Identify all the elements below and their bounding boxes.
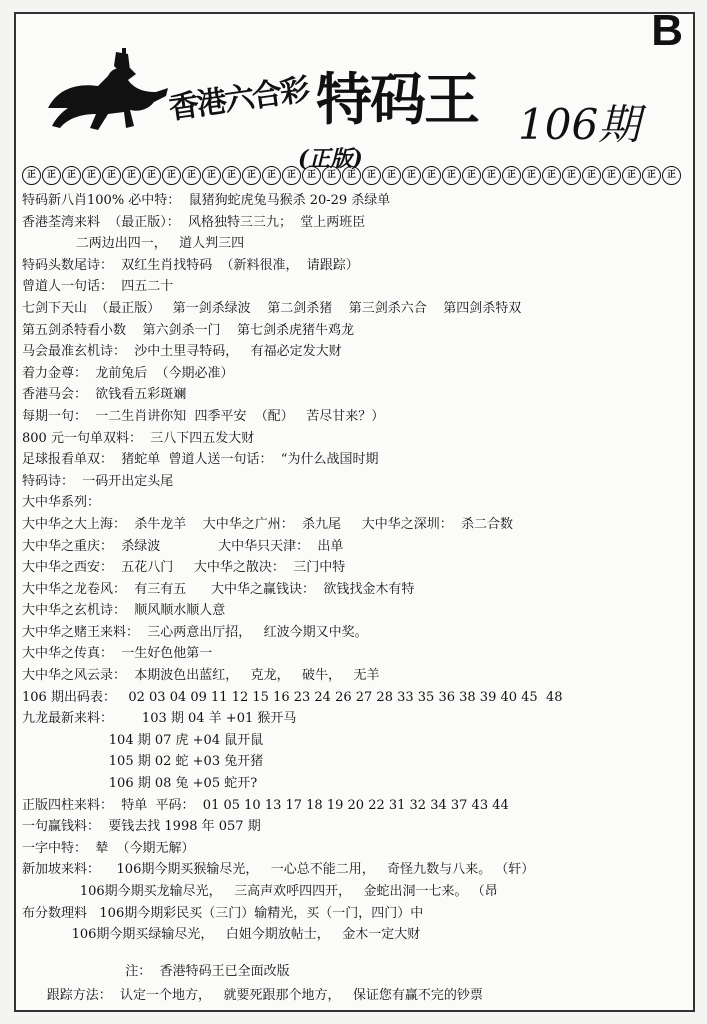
stamp-icon: 正 bbox=[102, 166, 121, 185]
stamp-icon: 正 bbox=[222, 166, 241, 185]
text-line: 106 期出码表： 02 03 04 09 11 12 15 16 23 24 26 27 28 33 35 36 38 39 40 45 48 bbox=[22, 689, 563, 705]
horse-rider-logo-icon bbox=[38, 48, 178, 138]
corner-letter: B bbox=[651, 6, 683, 55]
title-block bbox=[168, 56, 498, 136]
stamp-icon: 正 bbox=[422, 166, 441, 185]
stamp-icon: 正 bbox=[662, 166, 681, 185]
text-line: 特码头数尾诗： 双红生肖找特码 （新料很准， 请跟踪） bbox=[22, 257, 359, 273]
issue-number: 106期 bbox=[518, 100, 641, 149]
text-line: 大中华之龙卷风： 有三有五 大中华之赢钱诀： 欲钱找金木有特 bbox=[22, 581, 415, 597]
stamp-icon: 正 bbox=[202, 166, 221, 185]
text-line: 曾道人一句话： 四五二十 bbox=[22, 279, 174, 295]
title-small: 香港六合彩 bbox=[166, 72, 311, 127]
stamp-icon: 正 bbox=[322, 166, 341, 185]
text-line: 大中华之赌王来料： 三心两意出厅招， 红波今期又中奖。 bbox=[22, 624, 368, 640]
text-line: 第五剑杀特看小数 第六剑杀一门 第七剑杀虎猪牛鸡龙 bbox=[22, 322, 355, 338]
stamp-icon: 正 bbox=[442, 166, 461, 185]
stamp-icon: 正 bbox=[42, 166, 61, 185]
text-line: 大中华之大上海： 杀牛龙羊 大中华之广州： 杀九尾 大中华之深圳： 杀二合数 bbox=[22, 516, 513, 532]
stamp-icon: 正 bbox=[182, 166, 201, 185]
text-line: 着力金尊： 龙前兔后 （今期必准） bbox=[22, 365, 234, 381]
stamp-icon: 正 bbox=[282, 166, 301, 185]
text-line: 正版四柱来料： 特单 平码： 01 05 10 13 17 18 19 20 22 31 32 34 37 43 44 bbox=[22, 797, 509, 813]
stamp-icon: 正 bbox=[542, 166, 561, 185]
footer-note: 注： 香港特码王已全面改版 bbox=[22, 964, 290, 979]
title-big: 特码王 bbox=[316, 67, 478, 133]
text-line: 大中华之传真： 一生好色他第一 bbox=[22, 646, 213, 662]
stamp-icon: 正 bbox=[82, 166, 101, 185]
text-line: 大中华系列： bbox=[22, 495, 101, 511]
body-text bbox=[22, 190, 682, 946]
stamp-icon: 正 bbox=[522, 166, 541, 185]
text-line: 800 元一句单双料： 三八下四五发大财 bbox=[22, 430, 255, 446]
text-line: 106 期 08 兔 +05 蛇开? bbox=[22, 776, 258, 792]
stamp-icon: 正 bbox=[622, 166, 641, 185]
stamp-icon: 正 bbox=[142, 166, 161, 185]
text-line: 七剑下天山 （最正版） 第一剑杀绿波 第二剑杀猪 第三剑杀六合 第四剑杀特双 bbox=[22, 300, 522, 316]
text-line: 马会最准玄机诗： 沙中土里寻特码， 有福必定发大财 bbox=[22, 344, 342, 360]
stamp-icon: 正 bbox=[302, 166, 321, 185]
text-line: 足球报看单双： 猪蛇单 曾道人送一句话： “为什么战国时期 bbox=[22, 452, 379, 468]
stamp-icon: 正 bbox=[382, 166, 401, 185]
stamp-icon: 正 bbox=[642, 166, 661, 185]
text-line: 香港马会： 欲钱看五彩斑斓 bbox=[22, 387, 187, 403]
text-line: 104 期 07 虎 +04 鼠开鼠 bbox=[22, 732, 264, 748]
stamp-icon: 正 bbox=[242, 166, 261, 185]
text-line: 106期今期买龙输尽光， 三高声欢呼四四开， 金蛇出洞一七来。 （昂 bbox=[22, 884, 498, 899]
text-line: 香港荃湾来料 （最正版）： 风格独特三三九； 堂上两班臣 bbox=[22, 214, 366, 230]
stamp-icon: 正 bbox=[602, 166, 621, 185]
footer-tracking: 跟踪方法： 认定一个地方， 就要死跟那个地方， 保证您有赢不完的钞票 bbox=[22, 988, 483, 1003]
stamp-icon: 正 bbox=[62, 166, 81, 185]
stamp-icon: 正 bbox=[462, 166, 481, 185]
text-line: 106期今期买绿输尽光， 白姐今期放帖士， 金木一定大财 bbox=[22, 927, 421, 943]
text-line: 大中华之重庆： 杀绿波 大中华只天津： 出单 bbox=[22, 538, 344, 554]
edition-label: (正版) bbox=[298, 146, 363, 172]
text-line: 特码新八肖100% 必中特： 鼠猪狗蛇虎兔马猴杀 20-29 杀绿单 bbox=[22, 193, 391, 208]
stamp-icon: 正 bbox=[562, 166, 581, 185]
text-line: 105 期 02 蛇 +03 兔开猪 bbox=[22, 754, 264, 770]
text-line: 大中华之西安： 五花八门 大中华之散决： 三门中特 bbox=[22, 560, 346, 576]
text-line: 布分数理料 106期今期彩民买（三门）输精光，买（一门，四门）中 bbox=[22, 905, 424, 921]
text-line: 特码诗： 一码开出定头尾 bbox=[22, 473, 174, 489]
text-line: 一字中特： 辇 （今期无解） bbox=[22, 840, 195, 856]
text-line: 九龙最新来料： 103 期 04 羊 +01 猴开马 bbox=[22, 711, 297, 727]
text-line: 大中华之玄机诗： 顺风顺水顺人意 bbox=[22, 603, 226, 619]
stamp-row bbox=[22, 166, 682, 186]
stamp-icon: 正 bbox=[362, 166, 381, 185]
stamp-icon: 正 bbox=[402, 166, 421, 185]
text-line: 大中华之风云录： 本期波色出蓝红， 克龙， 破牛， 无羊 bbox=[22, 668, 380, 684]
stamp-icon: 正 bbox=[482, 166, 501, 185]
stamp-icon: 正 bbox=[122, 166, 141, 185]
stamp-icon: 正 bbox=[502, 166, 521, 185]
stamp-icon: 正 bbox=[262, 166, 281, 185]
stamp-icon: 正 bbox=[22, 166, 41, 185]
stamp-icon: 正 bbox=[342, 166, 361, 185]
text-line: 每期一句： 一二生肖讲你知 四季平安 （配） 苦尽甘来？） bbox=[22, 408, 385, 424]
stamp-icon: 正 bbox=[162, 166, 181, 185]
text-line: 二两边出四一， 道人判三四 bbox=[22, 236, 245, 252]
stamp-icon: 正 bbox=[582, 166, 601, 185]
footer bbox=[22, 962, 682, 1010]
text-line: 新加坡来料： 106期今期买猴输尽光， 一心总不能二用， 奇怪九数与八来。 （轩） bbox=[22, 862, 535, 878]
text-line: 一句赢钱料： 要钱去找 1998 年 057 期 bbox=[22, 819, 261, 835]
